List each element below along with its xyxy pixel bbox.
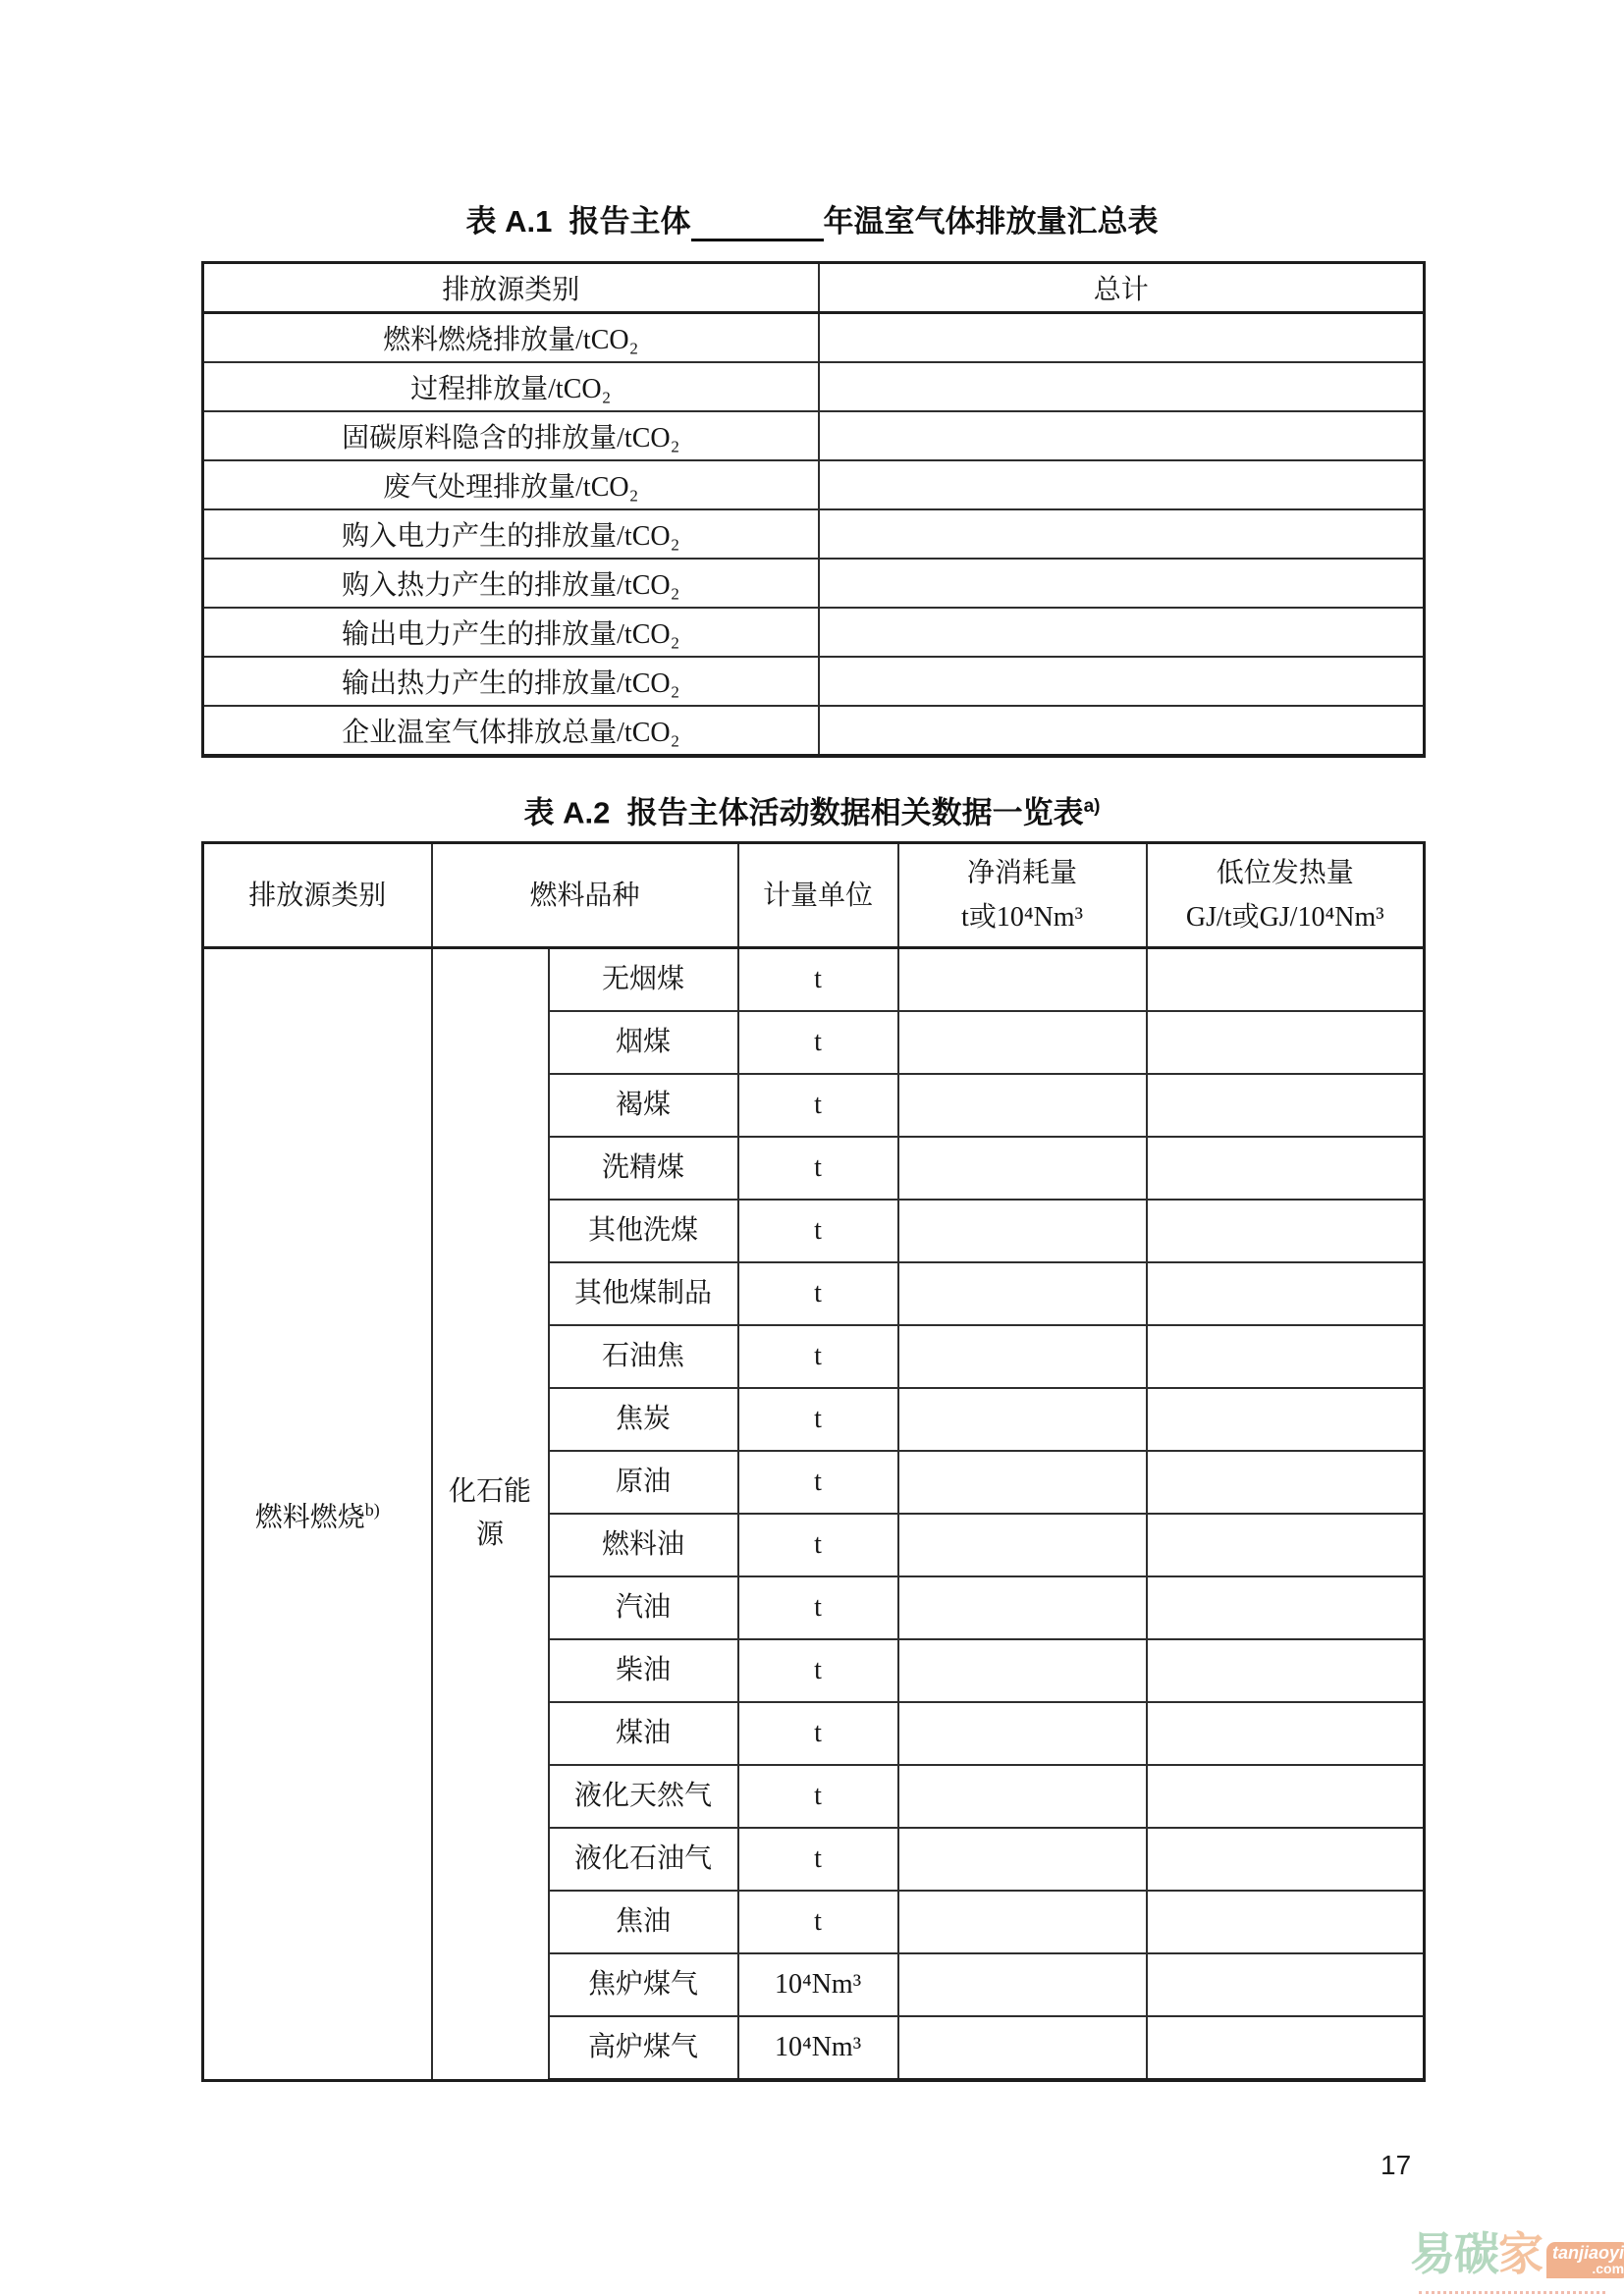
fuel-name-cell: 褐煤 <box>549 1074 738 1137</box>
table-a2-title <box>0 787 1624 832</box>
total-value-cell <box>819 706 1425 756</box>
unit-cell: t <box>738 1262 898 1325</box>
heating-value-cell <box>1147 1200 1425 1262</box>
table-row <box>203 706 1425 756</box>
table-a2-header-source-category: 排放源类别 <box>203 843 432 948</box>
row-label: 输出热力产生的排放量/tCO₂ <box>203 657 819 706</box>
watermark-domain-name: tanjiaoyi <box>1552 2243 1624 2263</box>
table-row <box>203 362 1425 411</box>
header-line-2: GJ/t或GJ/10⁴Nm³ <box>1185 902 1384 933</box>
unit-cell: t <box>738 1639 898 1702</box>
consumption-value-cell <box>898 1137 1147 1200</box>
table-a2-activity-data <box>201 841 1426 2082</box>
table-a1-title-prefix: 表 A.1 报告主体 <box>465 204 691 239</box>
heating-value-cell <box>1147 1011 1425 1074</box>
table-a1-header-row <box>203 263 1425 313</box>
fuel-name-cell: 洗精煤 <box>549 1137 738 1200</box>
consumption-value-cell <box>898 1765 1147 1828</box>
watermark-domain-tld: .com <box>1592 2261 1624 2276</box>
table-row <box>203 948 1425 1012</box>
fuel-name-cell: 高炉煤气 <box>549 2016 738 2080</box>
row-label: 购入热力产生的排放量/tCO₂ <box>203 559 819 608</box>
table-a2-title-footnote-mark: a) <box>1083 796 1101 817</box>
heating-value-cell <box>1147 1325 1425 1388</box>
heating-value-cell <box>1147 1765 1425 1828</box>
row-label: 固碳原料隐含的排放量/tCO₂ <box>203 411 819 460</box>
heating-value-cell <box>1147 1262 1425 1325</box>
consumption-value-cell <box>898 1262 1147 1325</box>
heating-value-cell <box>1147 1891 1425 1953</box>
consumption-value-cell <box>898 948 1147 1012</box>
total-value-cell <box>819 559 1425 608</box>
unit-cell: t <box>738 1074 898 1137</box>
table-row <box>203 608 1425 657</box>
unit-cell: t <box>738 1514 898 1576</box>
unit-cell: t <box>738 1200 898 1262</box>
consumption-value-cell <box>898 1953 1147 2016</box>
unit-cell: 10⁴Nm³ <box>738 1953 898 2016</box>
unit-cell: t <box>738 1137 898 1200</box>
fuel-name-cell: 无烟煤 <box>549 948 738 1012</box>
consumption-value-cell <box>898 1325 1147 1388</box>
heating-value-cell <box>1147 1953 1425 2016</box>
unit-cell: t <box>738 1011 898 1074</box>
table-row <box>203 509 1425 559</box>
heating-value-cell <box>1147 1137 1425 1200</box>
total-value-cell <box>819 608 1425 657</box>
fill-in-blank-line <box>691 205 824 241</box>
unit-cell: t <box>738 1388 898 1451</box>
consumption-value-cell <box>898 2016 1147 2080</box>
row-label: 输出电力产生的排放量/tCO₂ <box>203 608 819 657</box>
fuel-name-cell: 液化天然气 <box>549 1765 738 1828</box>
total-value-cell <box>819 362 1425 411</box>
unit-cell: t <box>738 1451 898 1514</box>
table-row <box>203 411 1425 460</box>
fuel-group-cell: 化石能源 <box>432 948 549 2081</box>
table-row <box>203 657 1425 706</box>
heating-value-cell <box>1147 1388 1425 1451</box>
watermark-text-orange: 家 <box>1498 2228 1543 2279</box>
watermark-domain-badge <box>1546 2242 1624 2278</box>
heating-value-cell <box>1147 1702 1425 1765</box>
table-a1-title-suffix: 年温室气体排放量汇总表 <box>823 204 1159 239</box>
heating-value-cell <box>1147 1639 1425 1702</box>
consumption-value-cell <box>898 1828 1147 1891</box>
heating-value-cell <box>1147 1074 1425 1137</box>
fuel-name-cell: 焦油 <box>549 1891 738 1953</box>
unit-cell: t <box>738 948 898 1012</box>
row-label: 购入电力产生的排放量/tCO₂ <box>203 509 819 559</box>
consumption-value-cell <box>898 1639 1147 1702</box>
fuel-name-cell: 燃料油 <box>549 1514 738 1576</box>
unit-cell: t <box>738 1325 898 1388</box>
consumption-value-cell <box>898 1891 1147 1953</box>
source-category-footnote-mark: b) <box>364 1500 380 1521</box>
consumption-value-cell <box>898 1451 1147 1514</box>
header-line-2: t或10⁴Nm³ <box>961 902 1083 933</box>
consumption-value-cell <box>898 1011 1147 1074</box>
total-value-cell <box>819 509 1425 559</box>
unit-cell: t <box>738 1576 898 1639</box>
table-a2-header-fuel-type: 燃料品种 <box>432 843 738 948</box>
unit-cell: t <box>738 1891 898 1953</box>
page-number: 17 <box>1380 2150 1412 2180</box>
watermark-text-green: 易碳 <box>1410 2228 1498 2279</box>
row-label: 过程排放量/tCO₂ <box>203 362 819 411</box>
fuel-name-cell: 焦炭 <box>549 1388 738 1451</box>
table-row <box>203 460 1425 509</box>
consumption-value-cell <box>898 1576 1147 1639</box>
table-a2-header-net-consumption <box>898 843 1147 948</box>
fuel-name-cell: 石油焦 <box>549 1325 738 1388</box>
heating-value-cell <box>1147 948 1425 1012</box>
table-row <box>203 313 1425 363</box>
consumption-value-cell <box>898 1388 1147 1451</box>
fuel-name-cell: 汽油 <box>549 1576 738 1639</box>
table-a1-title <box>0 202 1624 241</box>
heating-value-cell <box>1147 2016 1425 2080</box>
fuel-name-cell: 原油 <box>549 1451 738 1514</box>
fuel-name-cell: 其他洗煤 <box>549 1200 738 1262</box>
watermark-cutoff-text <box>1419 2291 1605 2296</box>
watermark-logo <box>1410 2226 1624 2281</box>
table-a1-header-total: 总计 <box>819 263 1425 313</box>
header-line-1: 低位发热量 <box>1216 858 1354 888</box>
unit-cell: 10⁴Nm³ <box>738 2016 898 2080</box>
table-a1-emissions-summary <box>201 261 1426 758</box>
source-category-cell <box>203 948 432 2081</box>
heating-value-cell <box>1147 1514 1425 1576</box>
total-value-cell <box>819 313 1425 363</box>
header-line-1: 净消耗量 <box>967 858 1078 888</box>
table-a2-header-heating-value <box>1147 843 1425 948</box>
consumption-value-cell <box>898 1074 1147 1137</box>
table-a2-header-unit: 计量单位 <box>738 843 898 948</box>
consumption-value-cell <box>898 1702 1147 1765</box>
source-category-label: 燃料燃烧 <box>254 1502 365 1533</box>
total-value-cell <box>819 657 1425 706</box>
total-value-cell <box>819 411 1425 460</box>
table-a2-header-row <box>203 843 1425 948</box>
table-row <box>203 559 1425 608</box>
consumption-value-cell <box>898 1514 1147 1576</box>
fuel-name-cell: 煤油 <box>549 1702 738 1765</box>
heating-value-cell <box>1147 1576 1425 1639</box>
table-a2-title-text: 表 A.2 报告主体活动数据相关数据一览表 <box>523 795 1084 830</box>
heating-value-cell <box>1147 1451 1425 1514</box>
unit-cell: t <box>738 1702 898 1765</box>
fuel-name-cell: 焦炉煤气 <box>549 1953 738 2016</box>
total-value-cell <box>819 460 1425 509</box>
unit-cell: t <box>738 1828 898 1891</box>
row-label: 燃料燃烧排放量/tCO₂ <box>203 313 819 363</box>
fuel-name-cell: 烟煤 <box>549 1011 738 1074</box>
row-label: 企业温室气体排放总量/tCO₂ <box>203 706 819 756</box>
consumption-value-cell <box>898 1200 1147 1262</box>
heating-value-cell <box>1147 1828 1425 1891</box>
table-a1-header-source-category: 排放源类别 <box>203 263 819 313</box>
fuel-name-cell: 液化石油气 <box>549 1828 738 1891</box>
fuel-name-cell: 其他煤制品 <box>549 1262 738 1325</box>
row-label: 废气处理排放量/tCO₂ <box>203 460 819 509</box>
unit-cell: t <box>738 1765 898 1828</box>
fuel-name-cell: 柴油 <box>549 1639 738 1702</box>
